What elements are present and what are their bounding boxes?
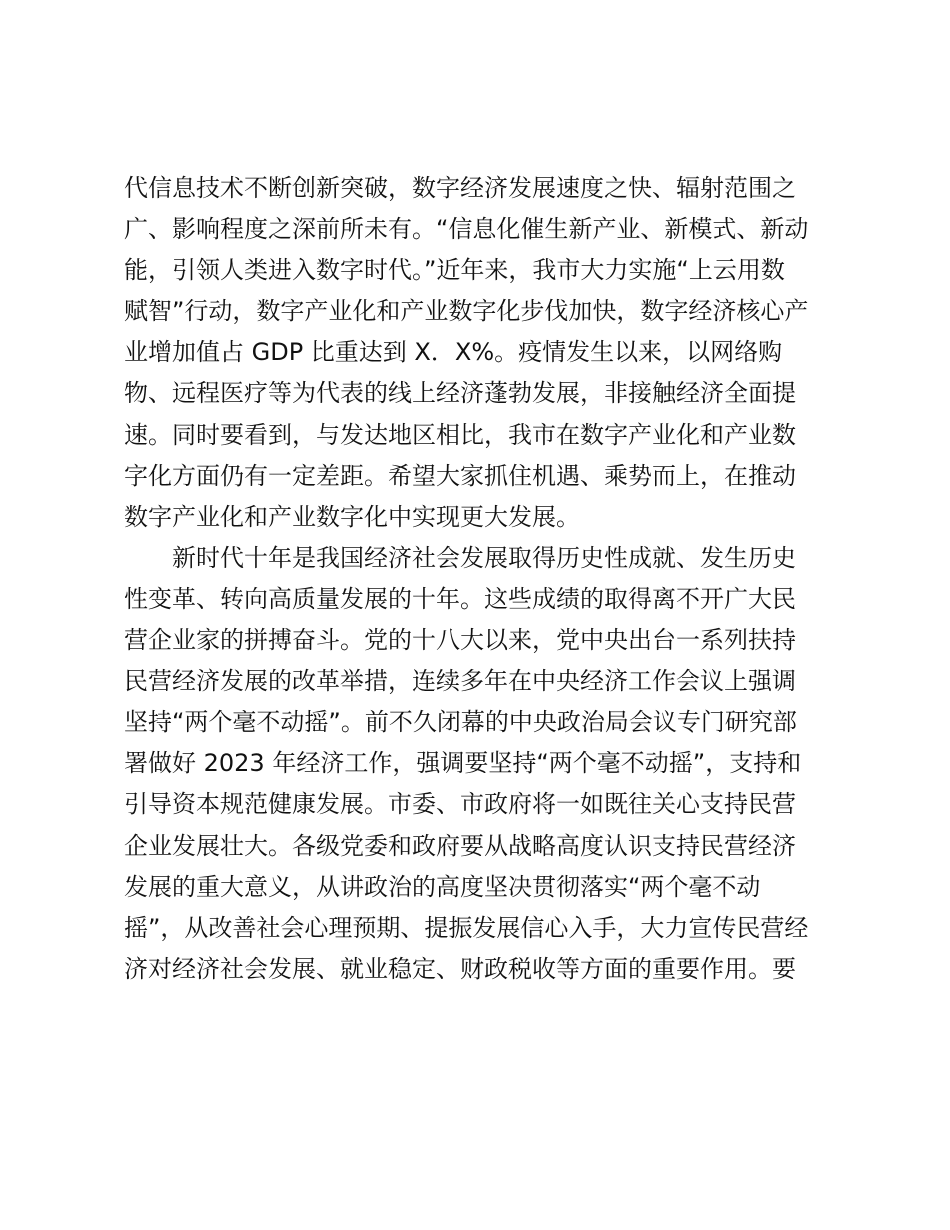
paragraph-1-line-8: 字化方面仍有一定差距。希望大家抓住机遇、乘势而上，在推动 [124, 461, 796, 490]
paragraph-1-line-4: 赋智”行动，数字产业化和产业数字化步伐加快，数字经济核心产 [124, 297, 809, 326]
paragraph-2-line-6: 署做好 2023 年经济工作，强调要坚持“两个毫不动摇”，支持和 [124, 749, 802, 778]
paragraph-1-line-6: 物、远程医疗等为代表的线上经济蓬勃发展，非接触经济全面提 [124, 379, 796, 408]
paragraph-1-line-1: 代信息技术不断创新突破，数字经济发展速度之快、辐射范围之 [124, 174, 796, 202]
paragraph-2-line-9: 发展的重大意义，从讲政治的高度坚决贯彻落实“两个毫不动 [124, 872, 761, 901]
paragraph-1-line-3: 能，引领人类进入数字时代。”近年来，我市大力实施“上云用数 [124, 256, 785, 285]
paragraph-2-line-7: 引导资本规范健康发展。市委、市政府将一如既往关心支持民营 [124, 790, 796, 819]
paragraph-2-line-11: 济对经济社会发展、就业稳定、财政税收等方面的重要作用。要 [124, 954, 796, 983]
paragraph-1-line-9: 数字产业化和产业数字化中实现更大发展。 [124, 502, 580, 531]
paragraph-2-line-2: 性变革、转向高质量发展的十年。这些成绩的取得离不开广大民 [124, 584, 796, 613]
paragraph-2-line-3: 营企业家的拼搏奋斗。党的十八大以来，党中央出台一系列扶持 [124, 626, 796, 655]
paragraph-2-line-1: 新时代十年是我国经济社会发展取得历史性成就、发生历史 [172, 543, 796, 572]
paragraph-2-line-5: 坚持“两个毫不动摇”。前不久闭幕的中央政治局会议专门研究部 [124, 708, 797, 737]
paragraph-2-line-4: 民营经济发展的改革举措，连续多年在中央经济工作会议上强调 [124, 667, 796, 696]
paragraph-1-line-7: 速。同时要看到，与发达地区相比，我市在数字产业化和产业数 [124, 420, 796, 449]
paragraph-1-line-2: 广、影响程度之深前所未有。“信息化催生新产业、新模式、新动 [124, 215, 809, 244]
body-text [124, 168, 844, 990]
paragraph-1-line-5: 业增加值占 GDP 比重达到 X．X%。疫情发生以来，以网络购 [124, 338, 783, 367]
paragraph-2-line-8: 企业发展壮大。各级党委和政府要从战略高度认识支持民营经济 [124, 831, 796, 860]
paragraph-2-line-10: 摇”，从改善社会心理预期、提振发展信心入手，大力宣传民营经 [124, 913, 809, 942]
